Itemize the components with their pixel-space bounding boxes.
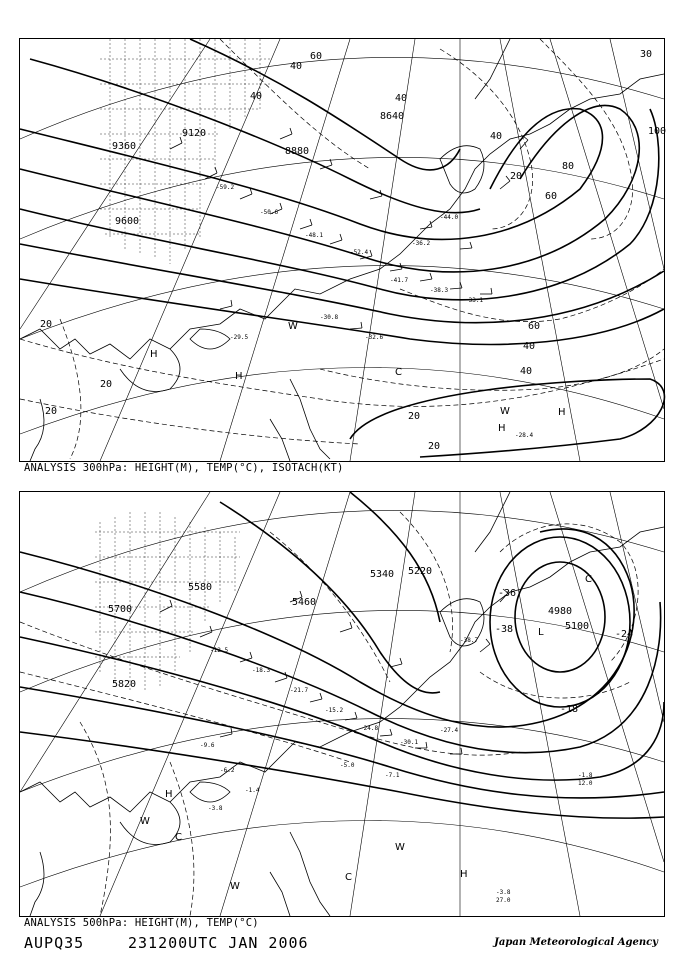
temp-value: -33.1 xyxy=(465,297,484,304)
contour-label: -38 xyxy=(495,624,514,635)
height-label: 9360 xyxy=(112,141,137,152)
temp-value: -3.8 xyxy=(208,805,223,812)
temp-values xyxy=(200,637,478,812)
isotach-label: 60 xyxy=(528,321,541,332)
temp-value: -9.6 xyxy=(200,742,215,749)
isotach-label: 20 xyxy=(45,406,58,417)
chart-code: AUPQ35 xyxy=(24,934,85,952)
map-panel-300hpa xyxy=(19,38,665,462)
isotach-label: 100 xyxy=(648,126,667,137)
isotach-label: 40 xyxy=(520,366,533,377)
temp-value: -28.4 xyxy=(515,432,534,439)
height-label: 5700 xyxy=(108,604,133,615)
height-label: 5580 xyxy=(188,582,213,593)
isotach-label: 30 xyxy=(640,49,653,60)
temp-value: -21.7 xyxy=(290,687,309,694)
station-values xyxy=(496,772,593,904)
temp-value: -18.3 xyxy=(252,667,271,674)
temp-value: -30.8 xyxy=(320,314,339,321)
temp-value: -36.2 xyxy=(412,240,431,247)
map-300hpa-svg xyxy=(20,39,667,461)
temp-value: -48.1 xyxy=(305,232,324,239)
map-500hpa-svg xyxy=(20,492,664,916)
isotach-label: 20 xyxy=(100,379,113,390)
temp-value: -59.2 xyxy=(216,184,235,191)
station-value: -1.8 xyxy=(578,772,593,779)
isotach-label: 40 xyxy=(490,131,503,142)
isotach-label: 20 xyxy=(510,171,523,182)
isotach-label: 60 xyxy=(545,191,558,202)
height-label: 9600 xyxy=(115,216,140,227)
isotach-label: 20 xyxy=(40,319,53,330)
height-label: 8880 xyxy=(285,146,310,157)
height-label: 5460 xyxy=(292,597,317,608)
caption-500hpa: ANALYSIS 500hPa: HEIGHT(M), TEMP(°C) xyxy=(24,917,259,929)
caption-300hpa: ANALYSIS 300hPa: HEIGHT(M), TEMP(°C), ISOTACH(KT) xyxy=(24,462,344,474)
contour-label: -24 xyxy=(615,629,634,640)
isotach-label: 40 xyxy=(523,341,536,352)
contour-label: -18 xyxy=(560,704,579,715)
isotach-label: 40 xyxy=(395,93,408,104)
temp-value: -41.7 xyxy=(390,277,409,284)
high-center: H xyxy=(235,371,243,382)
temp-value: -50.6 xyxy=(260,209,279,216)
temp-value: -30.1 xyxy=(400,739,419,746)
cold-center: C xyxy=(175,832,182,843)
hatched-region xyxy=(95,512,240,692)
temp-value: -5.0 xyxy=(340,762,355,769)
temp-value: -52.4 xyxy=(350,249,369,256)
temp-value: -1.4 xyxy=(245,787,260,794)
valid-time: 231200UTC JAN 2006 xyxy=(128,934,309,952)
cold-center: C xyxy=(345,872,352,883)
low-center: L xyxy=(538,627,544,638)
isotach-label: 20 xyxy=(428,441,441,452)
temp-value: -29.5 xyxy=(230,334,249,341)
temp-value: -27.4 xyxy=(440,727,459,734)
high-center: H xyxy=(558,407,566,418)
height-label: 4980 xyxy=(548,606,573,617)
center-markers xyxy=(150,321,566,434)
station-value: -3.8 xyxy=(496,889,511,896)
isotach-label: 40 xyxy=(290,61,303,72)
height-contours xyxy=(20,39,667,457)
height-contours xyxy=(20,492,664,818)
map-panel-500hpa xyxy=(19,491,665,917)
temp-value: -12.5 xyxy=(210,647,229,654)
high-center: H xyxy=(498,423,506,434)
contour-label: -36 xyxy=(498,588,517,599)
height-label: 5820 xyxy=(112,679,137,690)
cold-center: C xyxy=(585,574,592,585)
height-label: 8640 xyxy=(380,111,405,122)
temp-value: -38.7 xyxy=(460,637,479,644)
cold-center: C xyxy=(395,367,402,378)
isotach-label: 20 xyxy=(408,411,421,422)
agency-name: Japan Meteorological Agency xyxy=(494,937,658,948)
height-label: 5220 xyxy=(408,566,433,577)
isotach-label: 40 xyxy=(250,91,263,102)
height-label: 9120 xyxy=(182,128,207,139)
height-label: 5340 xyxy=(370,569,395,580)
isotach-label: 80 xyxy=(562,161,575,172)
temp-value: -24.8 xyxy=(360,725,379,732)
station-value: 12.0 xyxy=(578,780,593,787)
high-center: H xyxy=(165,789,173,800)
warm-center: W xyxy=(288,321,298,332)
warm-center: W xyxy=(230,881,240,892)
warm-center: W xyxy=(500,406,510,417)
high-center: H xyxy=(460,869,468,880)
warm-center: W xyxy=(395,842,405,853)
temp-value: -44.0 xyxy=(440,214,459,221)
isotach-label: 60 xyxy=(310,51,323,62)
height-labels xyxy=(108,566,589,690)
temp-value: -15.2 xyxy=(325,707,344,714)
high-center: H xyxy=(150,349,158,360)
temp-value: -6.2 xyxy=(220,767,235,774)
station-value: 27.0 xyxy=(496,897,511,904)
temp-value: -38.3 xyxy=(430,287,449,294)
temp-value: -32.6 xyxy=(365,334,384,341)
temperature-contours xyxy=(20,512,638,916)
height-label: 5100 xyxy=(565,621,590,632)
warm-center: W xyxy=(140,816,150,827)
temp-value: -7.1 xyxy=(385,772,400,779)
